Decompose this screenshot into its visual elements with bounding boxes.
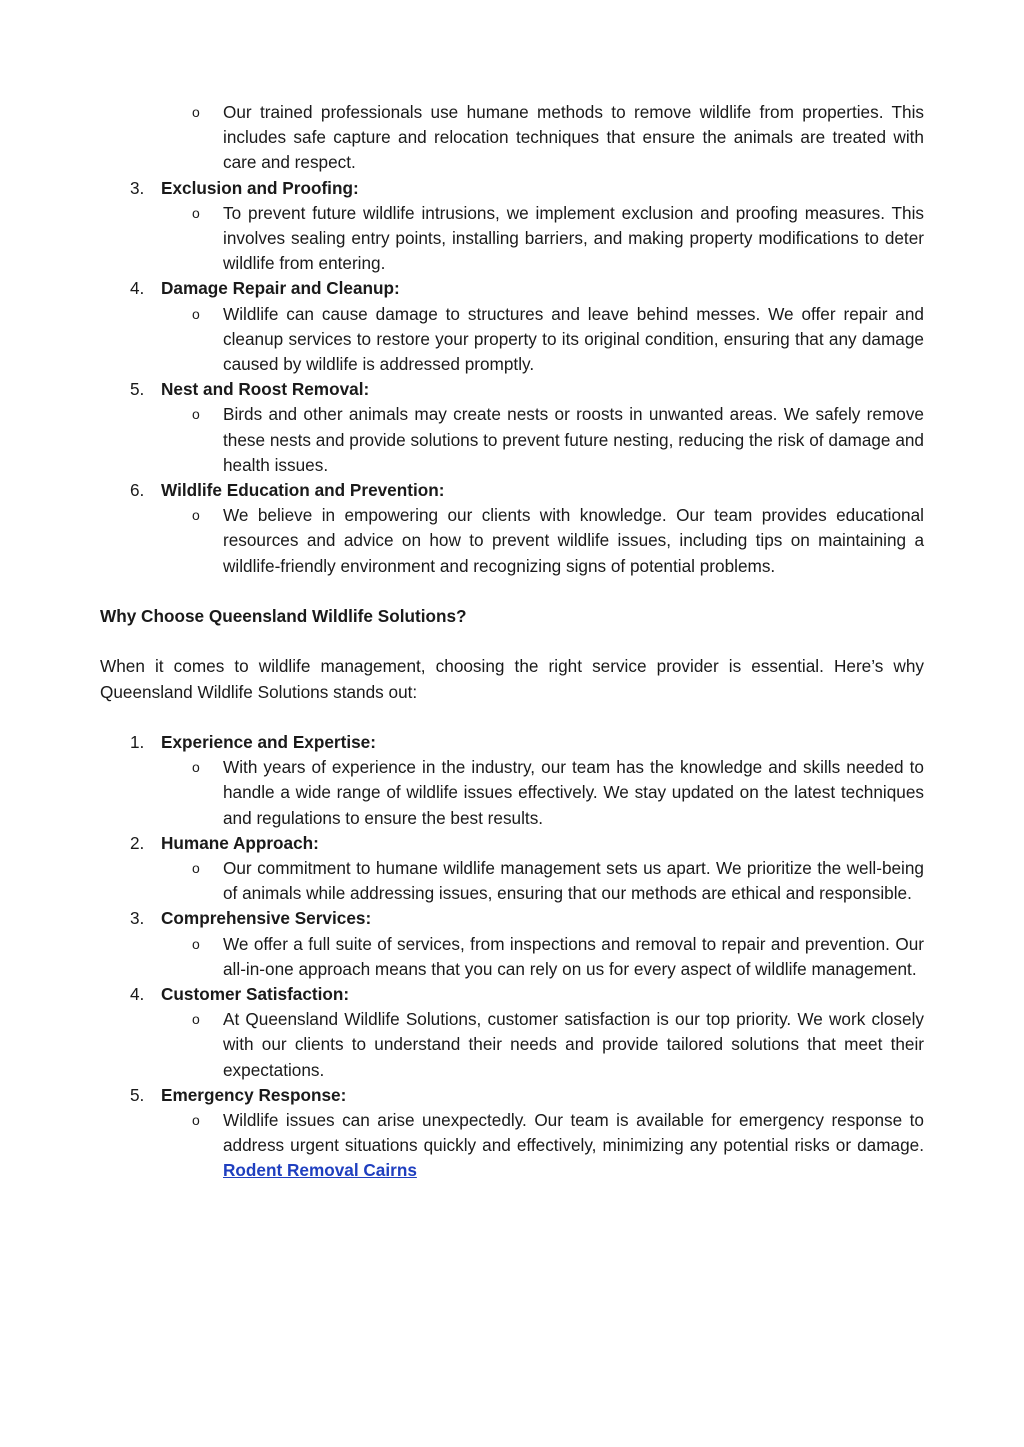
bullet-marker: o [192,204,200,221]
list-number: 4. [130,278,145,299]
list-item [100,478,924,503]
bullet-marker: o [192,507,200,524]
list-item-title: Damage Repair and Cleanup: [161,278,400,299]
list-item-title: Exclusion and Proofing: [161,177,359,198]
list-sub-bullet [100,1007,924,1083]
list-item [100,1083,924,1108]
list-item [100,906,924,931]
rodent-removal-cairns-link[interactable]: Rodent Removal Cairns [223,1160,417,1181]
sub-bullet-text: Birds and other animals may create nests or roosts in unwanted areas. We safely remove these nests and provide solutions to prevent future nesting, reducing the risk of damage and health issues. [223,404,924,475]
sub-bullet-text: We believe in empowering our clients with knowledge. Our team provides educational resources and advice on how to prevent wildlife issues, including tips on maintaining a wildlife-friendly environment and recognizing signs of potential problems. [223,505,924,576]
list-number: 6. [130,480,145,501]
list-item-title: Emergency Response: [161,1084,347,1105]
list-item-title: Nest and Roost Removal: [161,379,370,400]
list-item [100,982,924,1007]
list-item [100,176,924,201]
list-number: 4. [130,984,145,1005]
list-item [100,377,924,402]
bullet-marker: o [192,104,200,120]
list-item [100,730,924,755]
bullet-marker: o [192,406,200,423]
bullet-marker: o [192,1011,200,1028]
list-item-title: Wildlife Education and Prevention: [161,480,445,501]
list-sub-bullet [100,201,924,277]
bullet-marker: o [192,1112,200,1129]
bullet-marker: o [192,305,200,322]
list-item [100,831,924,856]
sub-bullet-text: At Queensland Wildlife Solutions, customer satisfaction is our top priority. We work closely with our clients to understand their needs and provide tailored solutions that meet their expectations. [223,1009,924,1080]
list-sub-bullet [100,402,924,478]
list-number: 1. [130,732,145,753]
list-sub-bullet [100,503,924,579]
list-number: 3. [130,177,145,198]
list-item-title: Customer Satisfaction: [161,984,350,1005]
sub-bullet-text: To prevent future wildlife intrusions, we implement exclusion and proofing measures. This involves sealing entry points, installing barriers, and making property modifications to deter wildlife from entering. [223,202,924,274]
bullet-marker: o [192,935,200,952]
list-number: 5. [130,1084,145,1105]
list-number: 5. [130,379,145,400]
list-sub-bullet [100,932,924,982]
list-item [100,276,924,301]
list-number: 2. [130,832,145,853]
list-item-title: Experience and Expertise: [161,732,376,753]
sub-bullet-text: We offer a full suite of services, from inspections and removal to repair and prevention. Our all-in-one approach means that you can rely on us for every aspect of wildlife management. [223,933,924,979]
section-intro: When it comes to wildlife management, choosing the right service provider is essential. Here’s why Queensland Wildlife Solutions stands out: [100,656,924,702]
list-sub-bullet [100,755,924,831]
list-sub-bullet [100,302,924,378]
list-sub-bullet [100,856,924,906]
sub-bullet-text: Wildlife can cause damage to structures and leave behind messes. We offer repair and cleanup services to restore your property to its original condition, ensuring that any damage caused by wildlife is addressed promptly. [223,303,924,375]
sub-bullet-text: Wildlife issues can arise unexpectedly. Our team is available for emergency response to address urgent situations quickly and effectively, minimizing any potential risks or damage. [223,1110,924,1156]
list-item-title: Comprehensive Services: [161,908,372,929]
list-sub-bullet [100,1108,924,1184]
sub-bullet-text: Our commitment to humane wildlife management sets us apart. We prioritize the well-being of animals while addressing issues, ensuring that our methods are ethical and responsible. [223,858,924,904]
bullet-marker: o [192,759,200,776]
list-sub-bullet [100,100,924,176]
sub-bullet-text: Our trained professionals use humane methods to remove wildlife from properties. This includes safe capture and relocation techniques that ensure the animals are treated with care and respect. [223,102,924,173]
list-item-title: Humane Approach: [161,832,319,853]
document-body [100,100,924,1184]
sub-bullet-text: With years of experience in the industry, our team has the knowledge and skills needed to handle a wide range of wildlife issues effectively. We stay updated on the latest techniques and regulations to ensure the best results. [223,757,924,828]
bullet-marker: o [192,860,200,877]
list-number: 3. [130,908,145,929]
section-heading: Why Choose Queensland Wildlife Solutions? [100,606,467,627]
why-choose-list [100,730,924,1184]
